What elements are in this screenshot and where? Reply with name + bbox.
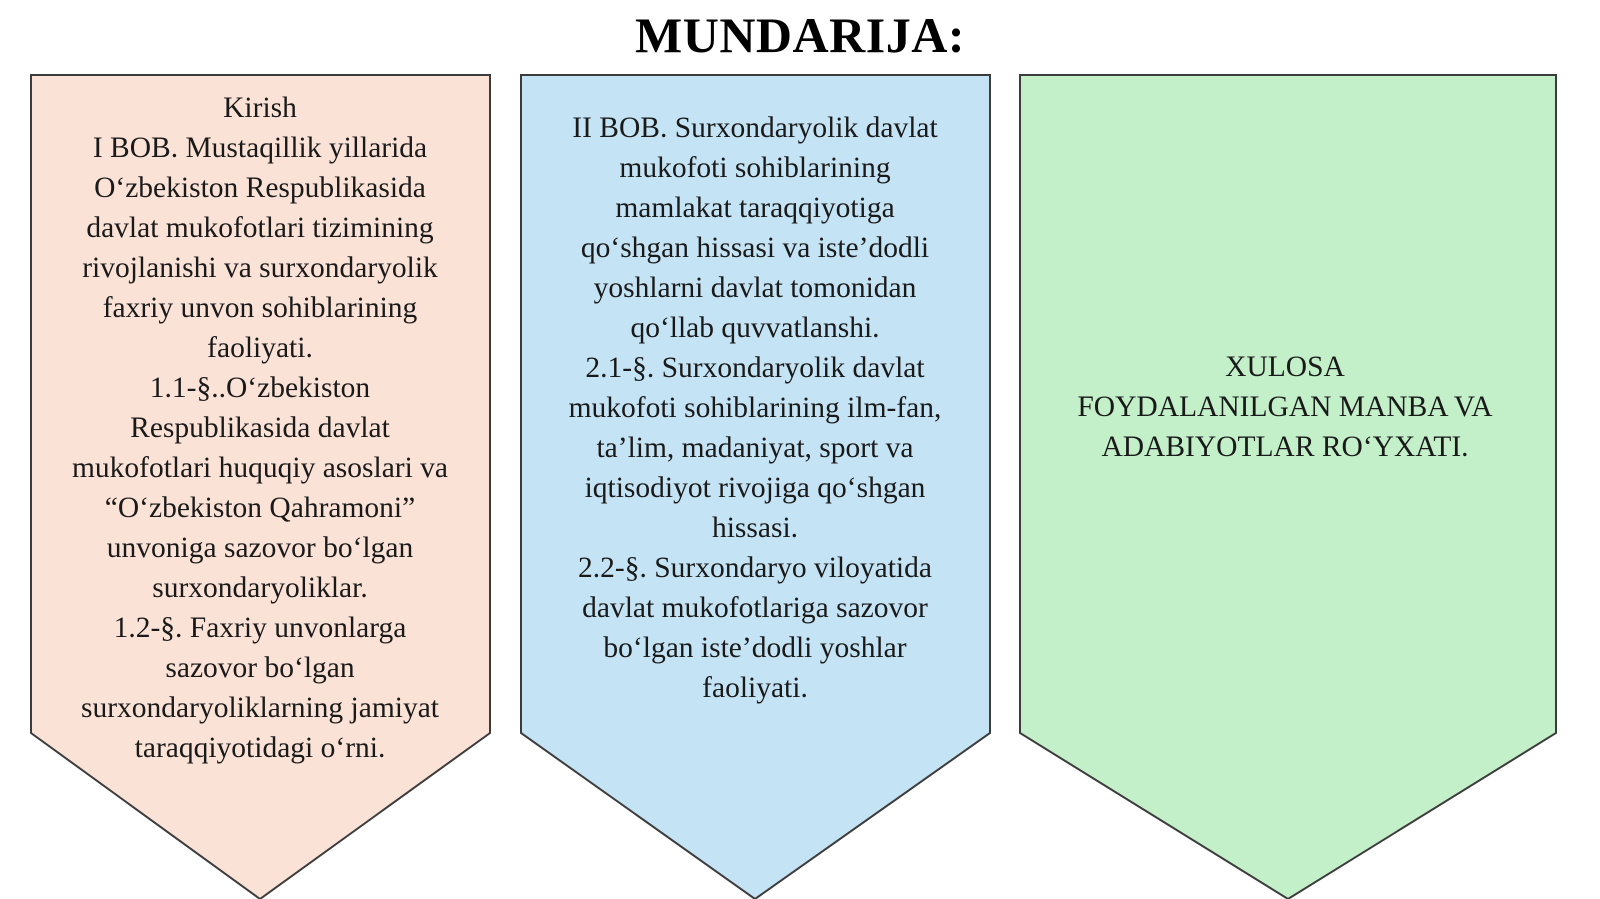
- page-title: MUNDARIJA:: [635, 7, 965, 63]
- panel-2-text: II BOB. Surxondaryolik davlat mukofoti sohiblarining mamlakat taraqqiyotiga qo‘shgan hissasi va iste’dodli yoshlarni davlat tomonidan qo‘llab quvvatlanshi. 2.1-§. Surxondaryolik davlat mukofoti sohiblarining ilm-fan, ta’lim, madaniyat, sport va iqtisodiyot rivojiga qo‘shgan hissasi. 2.2-§. Surxondaryo viloyatida davlat mukofotlariga sazovor bo‘lgan iste’dodli yoshlar faoliyati.: [568, 112, 942, 704]
- panel-3-shape: [1020, 75, 1556, 899]
- panel-1-text: Kirish I BOB. Mustaqillik yillarida O‘zbekiston Respublikasida davlat mukofotlari tizimining rivojlanishi va surxondaryolik faxriy unvon sohiblarining faoliyati. 1.1-§..O‘zbekiston Respublikasida davlat mukofotlari huquqiy asoslari va “O‘zbekiston Qahramoni” unvoniga sazovor bo‘lgan surxondaryoliklar. 1.2-§. Faxriy unvonlarga sazovor bo‘lgan surxondaryoliklarning jamiyat taraqqiyotidagi o‘rni.: [71, 92, 449, 764]
- panel-3-text: XULOSA FOYDALANILGAN MANBA VA ADABIYOTLAR RO‘YXATI.: [1077, 351, 1493, 463]
